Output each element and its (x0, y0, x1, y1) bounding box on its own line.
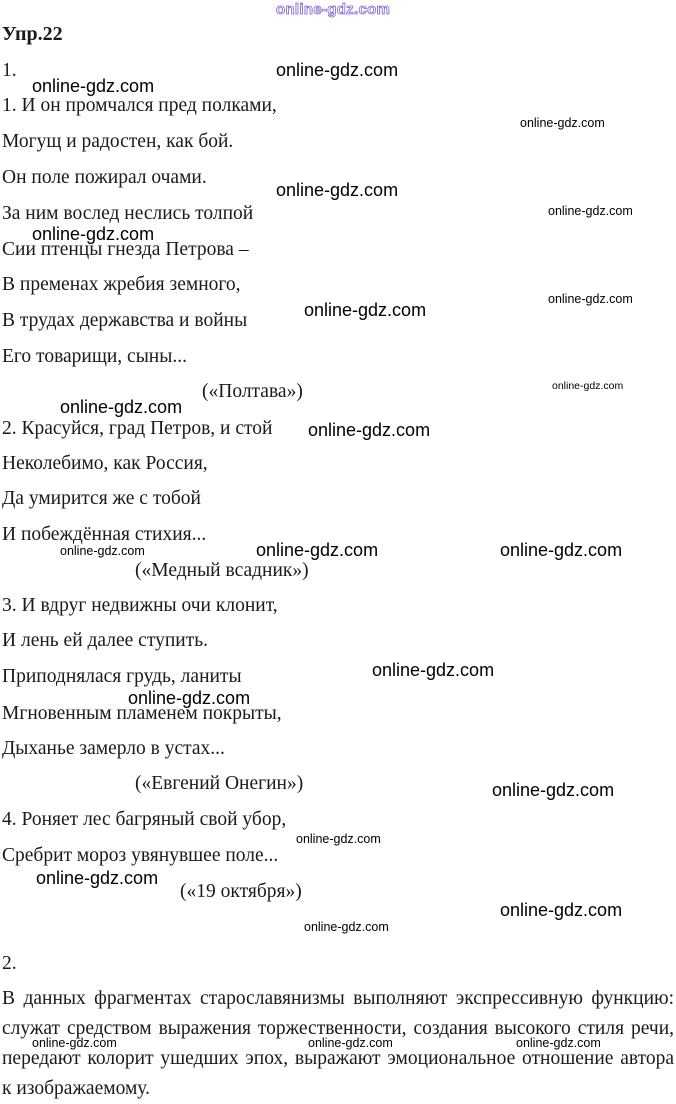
poem-line: 2. Красуйся, град Петров, и стой (2, 418, 273, 439)
poem-line: Приподнялася грудь, ланиты (2, 666, 242, 687)
exercise-title: Упр.22 (2, 23, 63, 45)
poem-line: За ним вослед неслись толпой (2, 203, 254, 224)
poem-line: В пременах жребия земного, (2, 274, 241, 295)
poem-line: Неколебимо, как Россия, (2, 453, 208, 474)
poem-line: Дыханье замерло в устах... (2, 738, 225, 759)
poem-line: 4. Роняет лес багряный свой убор, (2, 809, 287, 830)
header-watermark: online-gdz.com (276, 1, 391, 18)
poem-source: («Медный всадник») (135, 560, 309, 581)
watermark: online-gdz.com (276, 60, 399, 80)
poem-line: 1. И он промчался пред полками, (2, 95, 277, 116)
watermark: online-gdz.com (60, 397, 183, 417)
watermark: online-gdz.com (516, 1036, 601, 1050)
watermark: online-gdz.com (500, 900, 623, 920)
poem-source: («Полтава») (202, 381, 303, 402)
poem-line: Да умирится же с тобой (2, 488, 201, 509)
watermark: online-gdz.com (308, 420, 431, 440)
watermark: online-gdz.com (36, 868, 159, 888)
poem-source: («19 октября») (180, 881, 302, 902)
watermark: online-gdz.com (276, 180, 399, 200)
watermark: online-gdz.com (256, 540, 379, 560)
watermark: online-gdz.com (500, 540, 623, 560)
poem-source: («Евгений Онегин») (135, 773, 304, 794)
watermark: online-gdz.com (520, 116, 605, 130)
conclusion-paragraph: В данных фрагментах старославянизмы выполняют экспрессивную функцию: служат средством выражения торжественности, создания высокого стиля речи, передают колорит ушедших эпох, выражают эмоциональное отношение автора к изображаемому. (2, 988, 674, 1099)
poem-line: 3. И вдруг недвижны очи клонит, (2, 595, 278, 616)
poem-line: В трудах державства и войны (2, 310, 248, 331)
watermark: online-gdz.com (60, 544, 145, 558)
poem-line: Его товарищи, сыны... (2, 346, 187, 367)
watermark: online-gdz.com (304, 300, 427, 320)
watermark: online-gdz.com (32, 224, 155, 244)
section-1-number: 1. (2, 60, 17, 81)
poem-line: И лень ей далее ступить. (2, 630, 209, 651)
poem-line: Он поле пожирал очами. (2, 167, 207, 188)
watermark: online-gdz.com (552, 380, 624, 392)
poem-line: Сии птенцы гнезда Петрова – (2, 239, 249, 260)
watermark: online-gdz.com (492, 780, 615, 800)
poem-line: Мгновенным пламенем покрыты, (2, 703, 282, 724)
section-2-number: 2. (2, 953, 17, 974)
watermark: online-gdz.com (548, 204, 633, 218)
watermark: online-gdz.com (32, 1036, 117, 1050)
watermark: online-gdz.com (308, 1036, 393, 1050)
watermark: online-gdz.com (296, 832, 381, 846)
poem-line: И побеждённая стихия... (2, 524, 207, 545)
watermark: online-gdz.com (372, 660, 495, 680)
watermark: online-gdz.com (304, 920, 389, 934)
poem-line: Могущ и радостен, как бой. (2, 131, 234, 152)
watermark: online-gdz.com (548, 292, 633, 306)
watermark: online-gdz.com (128, 688, 251, 708)
poem-line: Сребрит мороз увянувшее поле... (2, 845, 279, 866)
watermark: online-gdz.com (32, 76, 155, 96)
